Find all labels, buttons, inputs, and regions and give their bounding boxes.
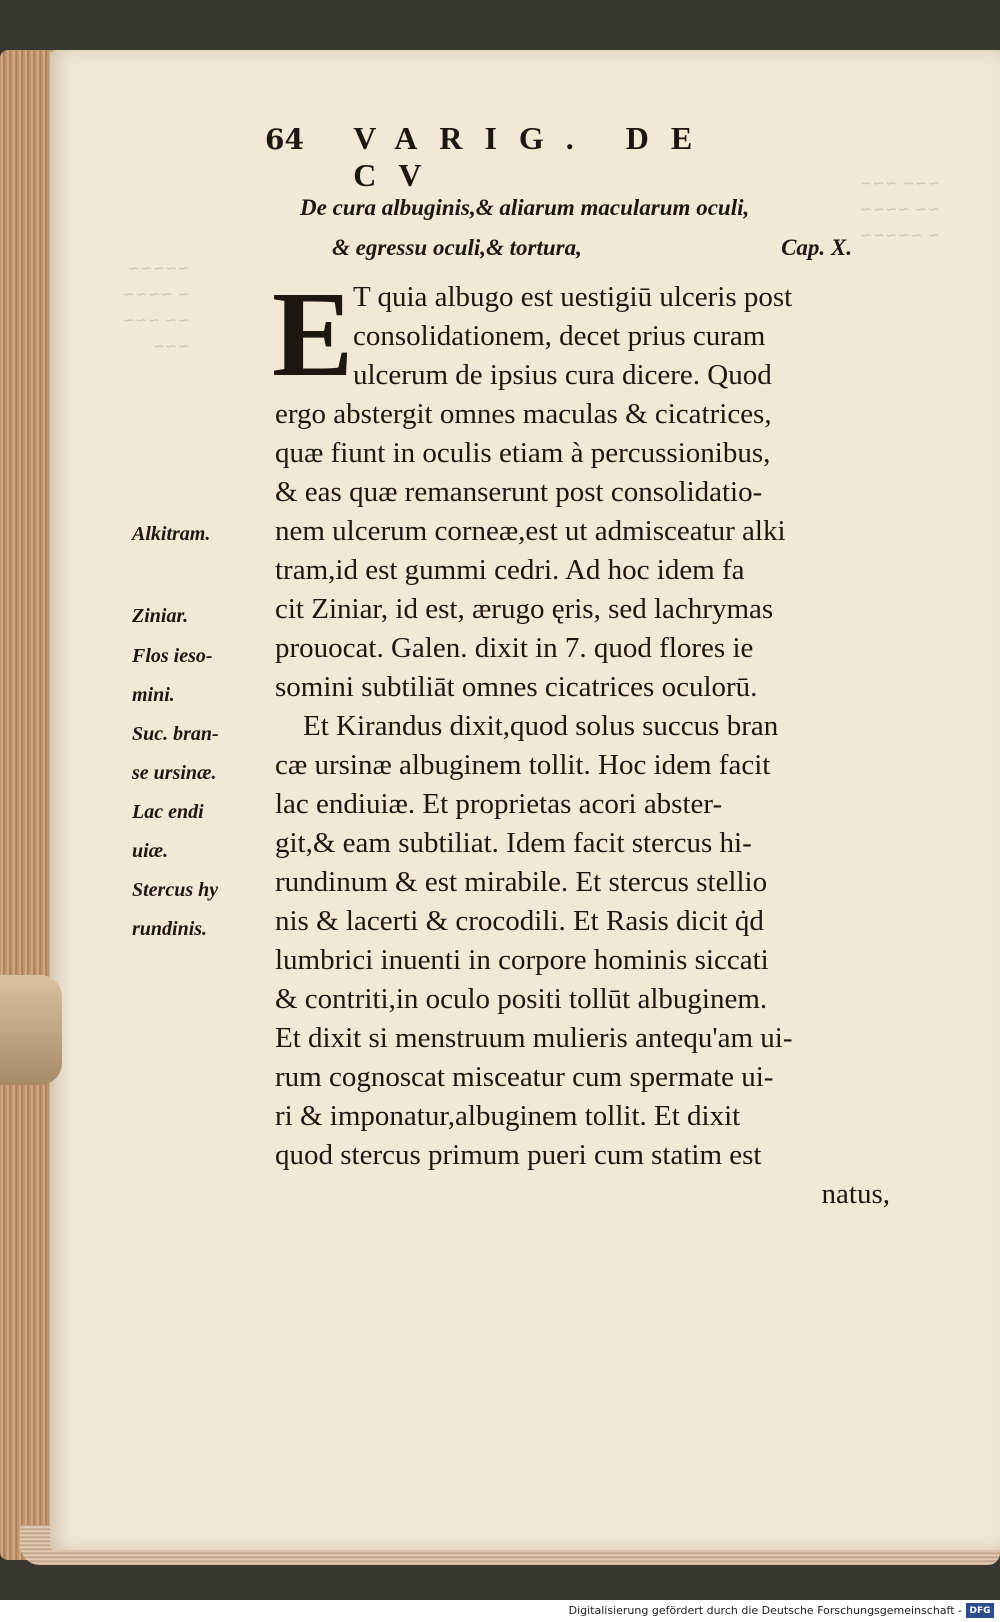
body-line: lac endiuiæ. Et proprietas acori abster- — [275, 788, 723, 820]
body-text — [275, 278, 900, 1214]
body-line: Et dixit si menstruum mulieris antequ'am ui- — [275, 1022, 793, 1054]
margin-note: Stercus hy — [132, 879, 219, 901]
folio-number: 64 — [265, 123, 304, 156]
body-line: Et Kirandus dixit,quod solus succus bran — [303, 710, 779, 742]
body-line: tram,id est gummi cedri. Ad hoc idem fa — [275, 554, 745, 586]
margin-note: Ziniar. — [132, 605, 189, 627]
thumb-tab — [0, 975, 62, 1085]
chapter-title-line-2-text: & egressu oculi,& tortura, — [332, 235, 582, 260]
margin-note: Lac endi — [132, 801, 204, 823]
body-line: rum cognoscat misceatur cum spermate ui- — [275, 1061, 774, 1093]
margin-note: Suc. bran- — [132, 723, 219, 745]
body-line: nem ulcerum corneæ,est ut admisceatur alki — [275, 515, 786, 547]
body-line: ergo abstergit omnes maculas & cicatrices, — [275, 398, 772, 430]
margin-note: mini. — [132, 684, 175, 706]
body-line: cit Ziniar, id est, ærugo ęris, sed lachrymas — [275, 593, 774, 625]
show-through-text: ~~~ ~~~ ~~ ~~~~ ~ ~~~~~ — [859, 174, 940, 244]
body-line: quod stercus primum pueri cum statim est — [275, 1139, 762, 1171]
body-line: & eas quæ remanserunt post consolidatio- — [275, 476, 763, 508]
body-line: lumbrici inuenti in corpore hominis siccati — [275, 944, 769, 976]
body-line: consolidationem, decet prius curam — [353, 320, 766, 352]
running-head — [265, 120, 825, 193]
body-line: T quia albugo est uestigiū ulceris post — [353, 281, 793, 313]
body-line: nis & lacerti & crocodili. Et Rasis dicit q̇d — [275, 905, 764, 937]
chapter-number: Cap. X. — [781, 235, 852, 260]
body-line: somini subtiliāt omnes cicatrices oculorū. — [275, 671, 758, 703]
body-line: cæ ursinæ albuginem tollit. Hoc idem facit — [275, 749, 771, 781]
body-line: ulcerum de ipsius cura dicere. Quod — [353, 359, 772, 391]
body-line: rundinum & est mirabile. Et stercus stellio — [275, 866, 768, 898]
body-line: git,& eam subtiliat. Idem facit stercus hi- — [275, 827, 752, 859]
chapter-title — [300, 188, 880, 268]
chapter-title-line-2 — [300, 228, 880, 268]
catchword: natus, — [821, 1178, 890, 1210]
margin-note: uiæ. — [132, 840, 169, 862]
body-line: ri & imponatur,albuginem tollit. Et dixit — [275, 1100, 741, 1132]
body-line: prouocat. Galen. dixit in 7. quod flores ie — [275, 632, 754, 664]
body-line: & contriti,in oculo positi tollūt albuginem. — [275, 983, 768, 1015]
drop-cap-initial: E — [272, 267, 354, 402]
margin-note: Alkitram. — [132, 523, 211, 545]
show-through-text-left: ~~~~~ ~ ~~~~ ~~ ~~~ ~~~ — [122, 259, 190, 355]
footer-bar — [0, 1600, 1000, 1622]
body-line: quæ fiunt in oculis etiam à percussionibus, — [275, 437, 771, 469]
chapter-title-line-1: De cura albuginis,& aliarum macularum oculi, — [300, 195, 750, 220]
margin-note: rundinis. — [132, 918, 208, 940]
margin-note: Flos ieso- — [132, 645, 213, 667]
dfg-logo: DFG — [966, 1603, 994, 1618]
funding-credit: Digitalisierung gefördert durch die Deutsche Forschungsgemeinschaft - — [568, 1604, 962, 1617]
running-title: VARIG. DE CV — [353, 120, 715, 193]
margin-note: se ursinæ. — [132, 762, 217, 784]
